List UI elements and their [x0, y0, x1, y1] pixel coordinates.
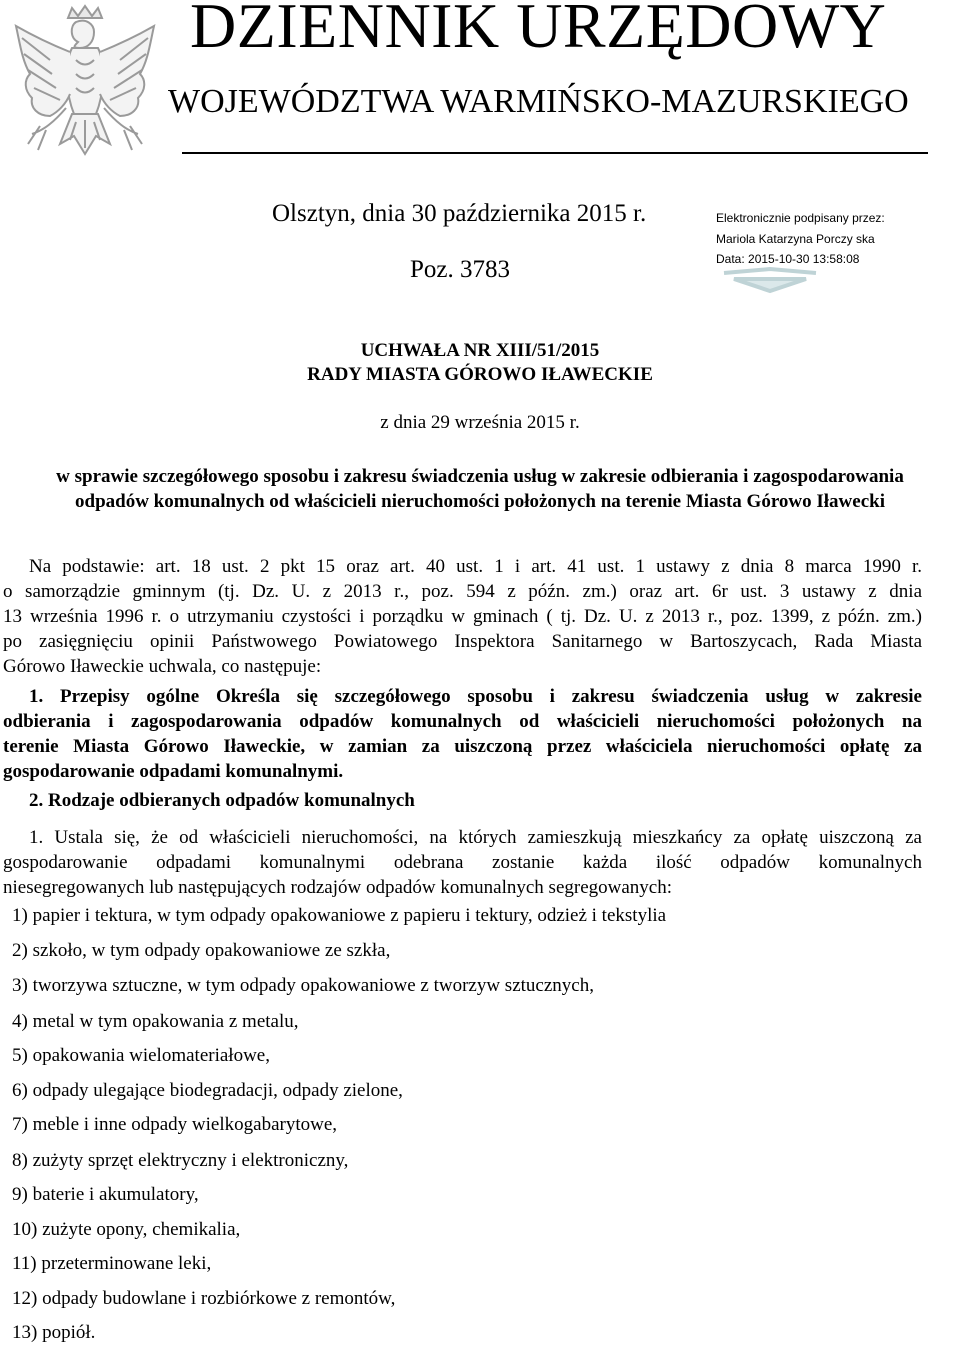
list-item: 9) baterie i akumulatory,	[12, 1184, 199, 1205]
section-1	[3, 684, 922, 784]
signature-line-1: Elektronicznie podpisany przez:	[716, 211, 885, 225]
preamble-line-2: o samorządzie gminnym (tj. Dz. U. z 2013 r., poz. 594 z późn. zm.) oraz art. 6r ust. 3 ustawy z dnia	[3, 581, 922, 602]
list-item: 1) papier i tektura, w tym odpady opakowaniowe z papieru i tektury, odzież i tekstylia	[12, 905, 667, 926]
list-item: 6) odpady ulegające biodegradacji, odpady zielone,	[12, 1080, 403, 1101]
masthead-divider	[182, 152, 928, 154]
preamble-line-5: Górowo Iławeckie uchwala, co następuje:	[3, 656, 322, 677]
section-1-line-1: 1. Przepisy ogólne Określa się szczegółowego sposobu i zakresu świadczenia usług w zakresie	[29, 686, 922, 707]
electronic-signature	[716, 208, 885, 270]
preamble-line-1: Na podstawie: art. 18 ust. 2 pkt 15 oraz art. 40 ust. 1 i art. 41 ust. 1 ustawy z dnia 8 marca 1990 r.	[29, 556, 922, 577]
resolution-subject	[0, 464, 960, 514]
list-item: 5) opakowania wielomateriałowe,	[12, 1045, 270, 1066]
list-item: 12) odpady budowlane i rozbiórkowe z remontów,	[12, 1288, 396, 1309]
journal-title: DZIENNIK URZĘDOWY	[190, 0, 887, 61]
signature-validity-icon	[720, 265, 820, 295]
section-1-line-4: gospodarowanie odpadami komunalnymi.	[3, 761, 344, 782]
position-number: Poz. 3783	[410, 256, 510, 283]
section-1-line-2: odbierania i zagospodarowania odpadów komunalnych od właścicieli nieruchomości położonych na	[3, 711, 922, 732]
section-2-line-2: gospodarowanie odpadami komunalnymi odebrana zostanie każda ilość odpadów komunalnych	[3, 852, 922, 873]
preamble	[3, 554, 922, 679]
section-2-line-1: 1. Ustala się, że od właścicieli nieruchomości, na których zamieszkują mieszkańcy za opłatę uiszczoną za	[29, 827, 922, 848]
signature-line-2: Mariola Katarzyna Porczy ska	[716, 231, 875, 246]
section-2-line-3: niesegregowanych lub następujących rodzajów odpadów komunalnych segregowanych:	[3, 877, 673, 898]
journal-subtitle: WOJEWÓDZTWA WARMIŃSKO-MAZURSKIEGO	[168, 83, 909, 120]
polish-eagle-emblem	[10, 4, 160, 172]
preamble-line-3: 13 września 1996 r. o utrzymaniu czystości i porządku w gminach ( tj. Dz. U. z 2013 r., poz. 1399, z późn. zm.)	[3, 606, 922, 627]
subject-line-1: w sprawie szczegółowego sposobu i zakresu świadczenia usług w zakresie odbierania i zagospodarowania	[56, 466, 904, 487]
subject-line-2: odpadów komunalnych od właścicieli nieruchomości położonych na terenie Miasta Górowo Iławecki	[75, 491, 885, 512]
list-item: 8) zużyty sprzęt elektryczny i elektroniczny,	[12, 1150, 349, 1171]
list-item: 7) meble i inne odpady wielkogabarytowe,	[12, 1114, 338, 1135]
list-item: 4) metal w tym opakowania z metalu,	[12, 1011, 299, 1032]
list-item: 11) przeterminowane leki,	[12, 1253, 212, 1274]
place-and-date: Olsztyn, dnia 30 października 2015 r.	[272, 200, 647, 227]
section-2-intro	[3, 825, 922, 900]
resolution-council: RADY MIASTA GÓROWO IŁAWECKIE	[307, 364, 653, 385]
section-1-line-3: terenie Miasta Górowo Iławeckie, w zamian za uiszczoną przez właściciela nieruchomości opłatę za	[3, 736, 922, 757]
section-2-heading: 2. Rodzaje odbieranych odpadów komunalnych	[29, 790, 415, 811]
list-item: 13) popiół.	[12, 1322, 96, 1343]
resolution-number: UCHWAŁA NR XIII/51/2015	[360, 340, 600, 361]
signature-line-3: Data: 2015-10-30 13:58:08	[716, 252, 860, 266]
preamble-line-4: po zasięgnięciu opinii Państwowego Powiatowego Inspektora Sanitarnego w Bartoszycach, Rada Miasta	[3, 631, 922, 652]
list-item: 10) zużyte opony, chemikalia,	[12, 1219, 241, 1240]
list-item: 2) szkoło, w tym odpady opakowaniowe ze szkła,	[12, 940, 391, 961]
list-item: 3) tworzywa sztuczne, w tym odpady opakowaniowe z tworzyw sztucznych,	[12, 975, 594, 996]
resolution-date: z dnia 29 września 2015 r.	[380, 412, 580, 433]
